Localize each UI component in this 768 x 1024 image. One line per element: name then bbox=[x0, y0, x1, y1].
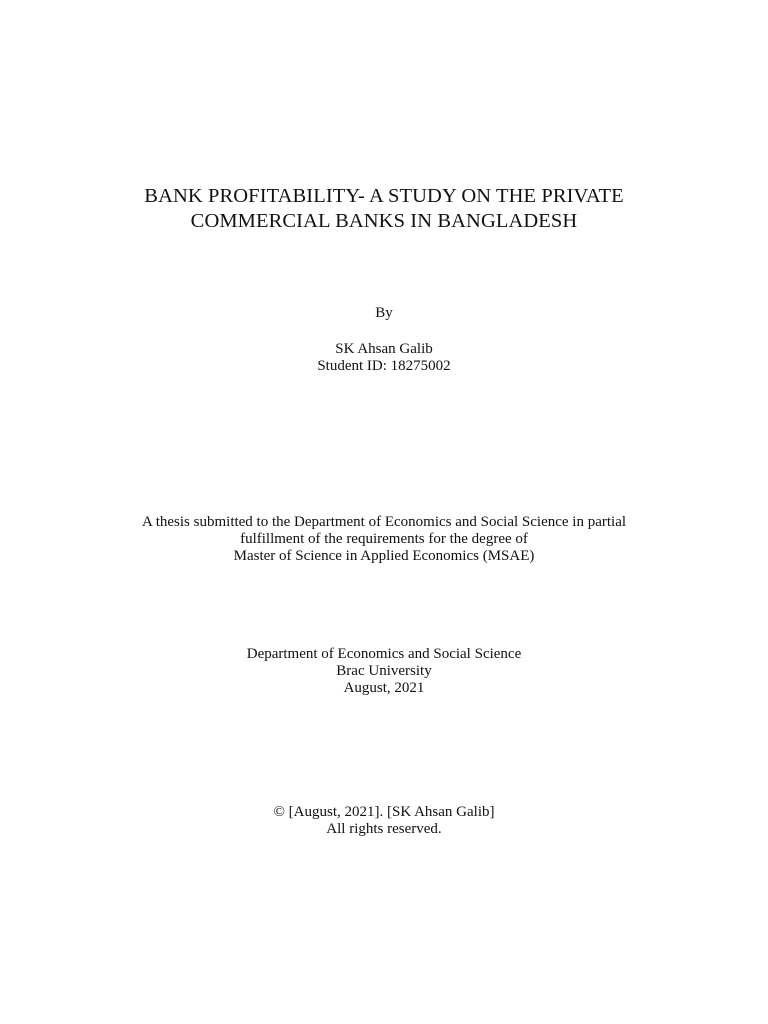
thesis-statement-line-1: A thesis submitted to the Department of Economics and Social Science in partial bbox=[141, 514, 627, 530]
thesis-title-line-1: BANK PROFITABILITY- A STUDY ON THE PRIVATE bbox=[144, 185, 624, 207]
thesis-statement-line-2: fulfillment of the requirements for the degree of bbox=[240, 531, 528, 547]
author-block bbox=[0, 341, 768, 375]
student-id: Student ID: 18275002 bbox=[317, 358, 451, 374]
copyright-line-1: © [August, 2021]. [SK Ahsan Galib] bbox=[273, 804, 495, 820]
copyright-line-2: All rights reserved. bbox=[326, 821, 442, 837]
submission-date: August, 2021 bbox=[343, 680, 425, 696]
by-label: By bbox=[375, 305, 393, 321]
department-name: Department of Economics and Social Science bbox=[246, 646, 522, 662]
copyright-notice bbox=[0, 804, 768, 838]
thesis-title-line-2: COMMERCIAL BANKS IN BANGLADESH bbox=[190, 210, 578, 232]
institution-block bbox=[0, 646, 768, 697]
thesis-title bbox=[0, 184, 768, 234]
author-name: SK Ahsan Galib bbox=[335, 341, 433, 357]
by-label-block bbox=[0, 305, 768, 322]
thesis-statement-line-3: Master of Science in Applied Economics (MSAE) bbox=[233, 548, 535, 564]
thesis-statement bbox=[0, 514, 768, 565]
university-name: Brac University bbox=[336, 663, 432, 679]
